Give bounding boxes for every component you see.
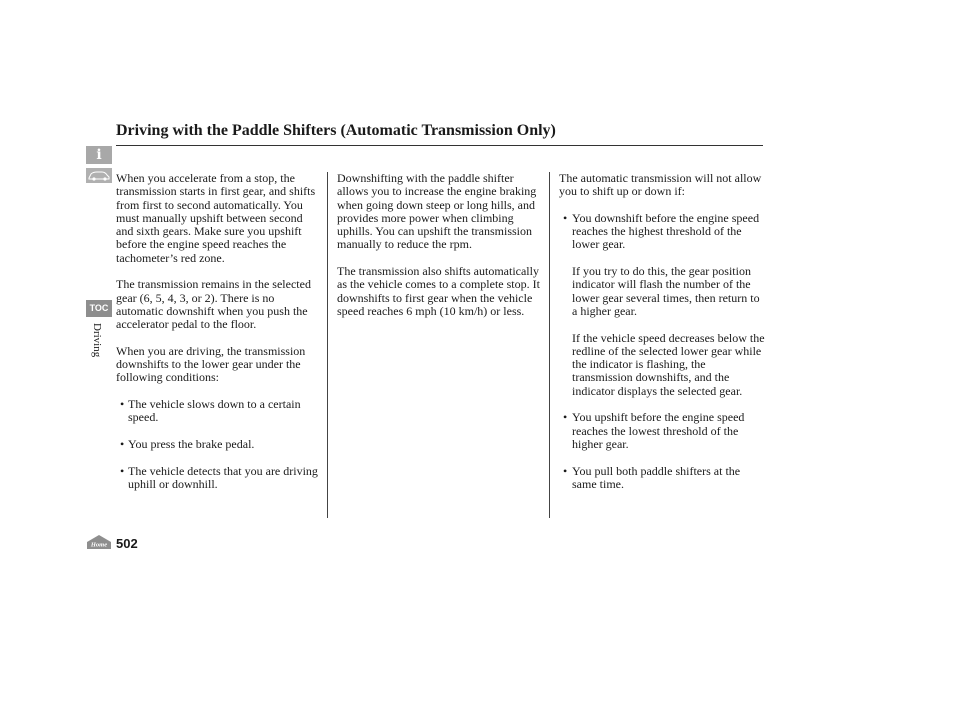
toc-label: TOC — [89, 303, 109, 313]
content-column-1 — [116, 172, 320, 504]
list-item: • You pull both paddle shifters at the same time. — [560, 465, 767, 492]
car-icon[interactable] — [86, 168, 112, 183]
paragraph: When you are driving, the transmission downshifts to the lower gear under the following conditions: — [116, 343, 306, 385]
home-label: Home — [90, 541, 108, 549]
content-column-3 — [559, 172, 767, 504]
downshift-conditions-list — [116, 398, 320, 491]
column-divider — [327, 172, 328, 518]
shift-restrictions-list-continued — [560, 411, 767, 491]
toc-button[interactable] — [86, 300, 112, 317]
page-title: Driving with the Paddle Shifters (Automatic Transmission Only) — [116, 122, 556, 139]
list-item: • You press the brake pedal. — [116, 438, 320, 451]
home-icon — [85, 534, 113, 550]
list-item: • You upshift before the engine speed reaches the lowest threshold of the higher gear. — [560, 411, 767, 451]
content-column-2 — [337, 172, 545, 332]
indented-note: If the vehicle speed decreases below the redline of the selected lower gear while the indicator is flashing, the transmission downshifts, and the indicator displays the selected gear. — [572, 330, 765, 398]
list-item: • The vehicle detects that you are driving uphill or downhill. — [116, 465, 320, 492]
indented-note: If you try to do this, the gear position indicator will flash the number of the lower gear several times, then return to a higher gear. — [572, 264, 760, 318]
paragraph: When you accelerate from a stop, the transmission starts in first gear, and shifts from first to second automatically. You must manually upshift between second and sixth gears. Make sure you upshift before the engine speed reaches the tachometer’s red zone. — [116, 171, 316, 265]
info-icon[interactable] — [86, 146, 112, 164]
home-button[interactable] — [85, 534, 113, 550]
paragraph: The transmission remains in the selected gear (6, 5, 4, 3, or 2). There is no automatic downshift when you push the accelerator pedal to the floor. — [116, 277, 311, 332]
page-number: 502 — [116, 536, 138, 551]
car-icon-graphic — [86, 168, 112, 183]
column-divider — [549, 172, 550, 518]
list-item: • The vehicle slows down to a certain speed. — [116, 398, 320, 425]
section-label: Driving — [91, 323, 103, 358]
paragraph: The transmission also shifts automatically as the vehicle comes to a complete stop. It downshifts to first gear when the vehicle speed reaches 6 mph (10 km/h) or less. — [337, 264, 540, 318]
title-rule — [116, 145, 763, 146]
list-item: • You downshift before the engine speed reaches the highest threshold of the lower gear. — [560, 212, 767, 252]
info-icon-glyph: i — [96, 147, 102, 163]
shift-restrictions-list — [560, 212, 767, 252]
paragraph: The automatic transmission will not allow you to shift up or down if: — [559, 171, 762, 199]
paragraph: Downshifting with the paddle shifter allows you to increase the engine braking when going down steep or long hills, and provides more power when climbing uphills. You can upshift the transmission manually to reduce the rpm. — [337, 171, 537, 252]
